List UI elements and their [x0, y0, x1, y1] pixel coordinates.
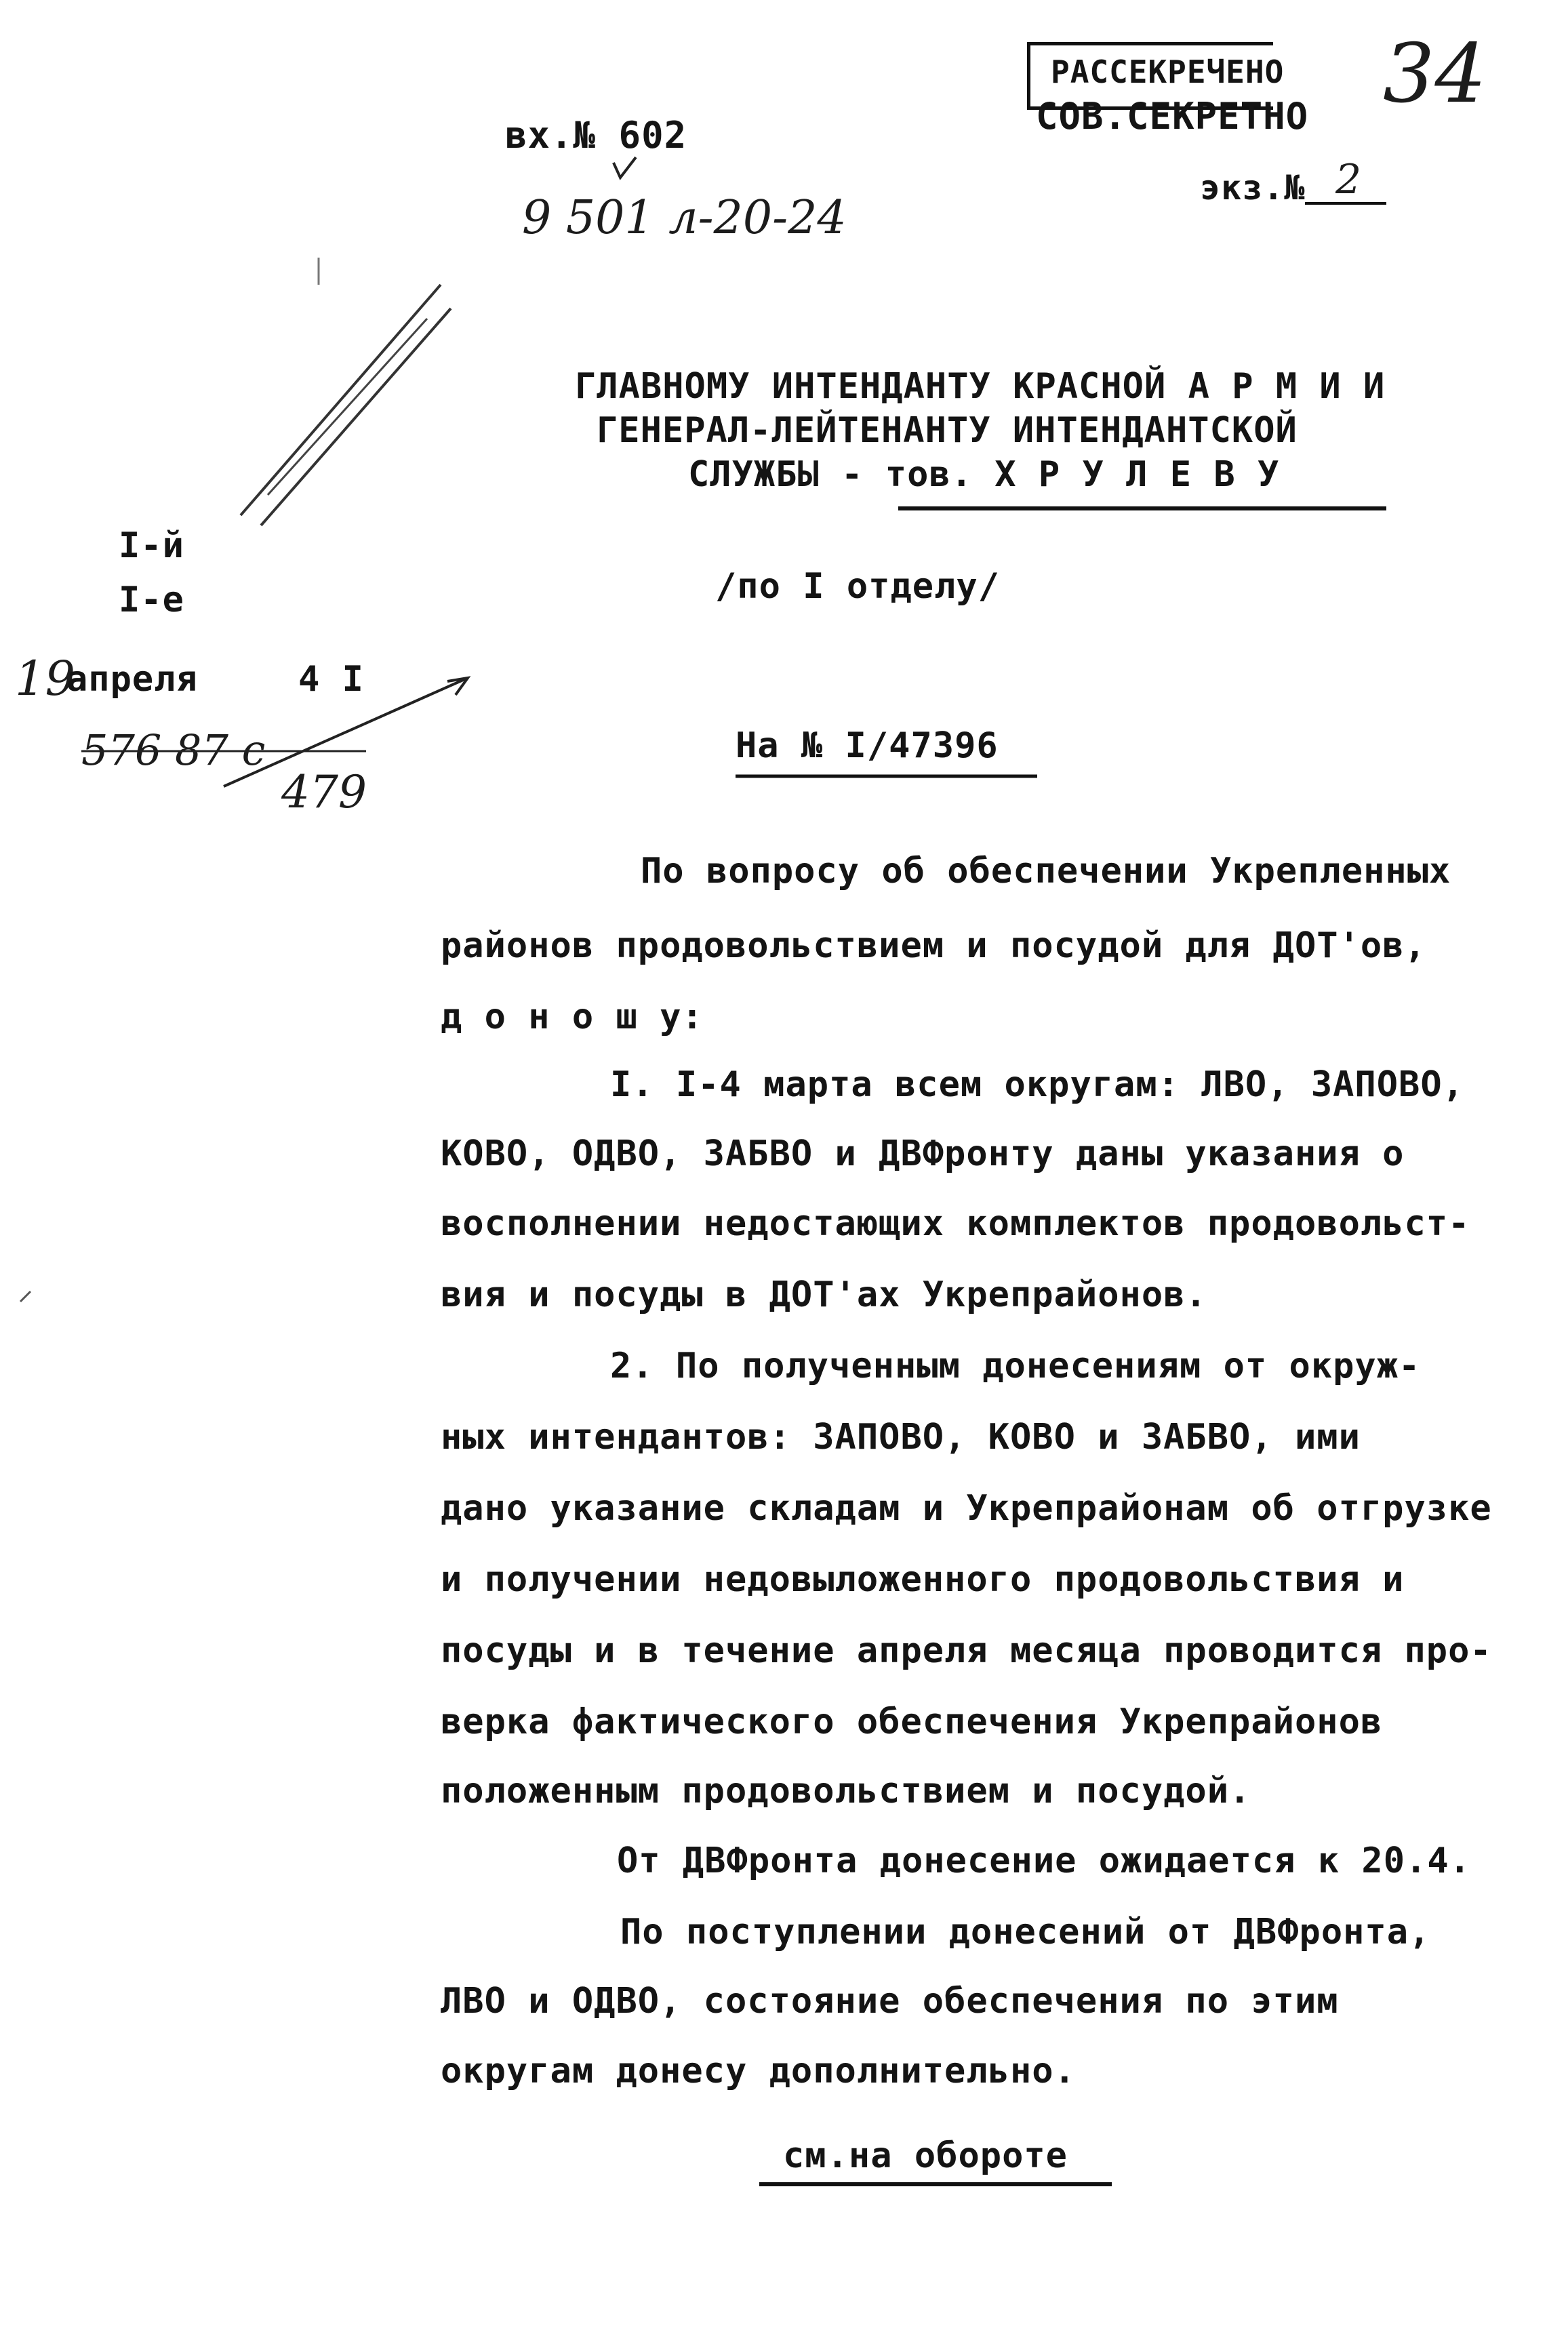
body-line-11: и получении недовыложенного продовольствия и — [441, 1559, 1405, 1600]
body-line-6: восполнении недостающих комплектов продовольст- — [441, 1203, 1470, 1244]
margin-dept-2: I-е — [119, 580, 184, 620]
margin-arrow-stroke — [224, 678, 468, 786]
body-line-16: По поступлении донесений от ДВФронта, — [620, 1912, 1431, 1952]
body-line-9: ных интендантов: ЗАПОВО, КОВО и ЗАБВО, ими — [441, 1417, 1361, 1458]
diagonal-stroke-1 — [241, 285, 441, 515]
margin-date-year: 4 I — [298, 659, 364, 700]
margin-date-day-handwritten: 19 — [15, 651, 76, 706]
body-line-10: дано указание складам и Укрепрайонам об отгрузке — [441, 1488, 1492, 1529]
file-reference-handwritten: 9 501 л-20-24 — [522, 191, 847, 245]
addressee-line-2: ГЕНЕРАЛ-ЛЕЙТЕНАНТУ ИНТЕНДАНТСКОЙ — [597, 410, 1298, 451]
margin-dept-1: I-й — [119, 525, 184, 566]
margin-registration-handwritten: 576 87 с — [81, 725, 266, 775]
margin-date-month: апреля — [66, 659, 198, 700]
diagonal-stroke-2 — [261, 308, 451, 525]
addressee-line-1: ГЛАВНОМУ ИНТЕНДАНТУ КРАСНОЙ А Р М И И — [575, 366, 1386, 407]
copy-label: экз.№ — [1200, 168, 1306, 207]
body-line-18: округам донесу дополнительно. — [441, 2051, 1076, 2091]
margin-registration-2-handwritten: 479 — [281, 766, 367, 818]
classification-mark: СОВ.СЕКРЕТНО — [1036, 95, 1309, 138]
body-line-4: I. I-4 марта всем округам: ЛВО, ЗАПОВО, — [610, 1064, 1464, 1105]
body-line-7: вия и посуды в ДОТ'ах Укрепрайонов. — [441, 1274, 1207, 1315]
copy-number-handwritten: 2 — [1335, 156, 1362, 203]
margin-tick-2 — [20, 1291, 31, 1302]
body-line-15: От ДВФронта донесение ожидается к 20.4. — [617, 1841, 1471, 1881]
reference-number: На № I/47396 — [736, 725, 999, 766]
see-reverse-note: см.на обороте — [783, 2135, 1068, 2176]
declassified-stamp-text: РАССЕКРЕЧЕНО — [1051, 54, 1285, 90]
department-line: /по I отделу/ — [715, 566, 1000, 607]
sheet-number-handwritten: 34 — [1383, 27, 1487, 121]
incoming-number: вх.№ 602 — [505, 114, 687, 157]
body-line-2: районов продовольствием и посудой для ДОТ'ов, — [441, 925, 1426, 966]
incoming-check-mark — [614, 157, 636, 178]
body-line-14: положенным продовольствием и посудой. — [441, 1771, 1251, 1811]
body-line-1: По вопросу об обеспечении Укрепленных — [641, 851, 1451, 891]
addressee-line-3: СЛУЖБЫ - тов. Х Р У Л Е В У — [688, 454, 1280, 495]
body-line-12: посуды и в течение апреля месяца проводится про- — [441, 1630, 1492, 1671]
body-line-3: д о н о ш у: — [441, 997, 704, 1037]
body-line-17: ЛВО и ОДВО, состояние обеспечения по этим — [441, 1981, 1339, 2022]
body-line-13: верка фактического обеспечения Укрепрайонов — [441, 1702, 1383, 1742]
body-line-8: 2. По полученным донесениям от окруж- — [610, 1346, 1421, 1386]
diagonal-stroke-3 — [268, 319, 427, 495]
body-line-5: КОВО, ОДВО, ЗАБВО и ДВФронту даны указания о — [441, 1133, 1405, 1174]
